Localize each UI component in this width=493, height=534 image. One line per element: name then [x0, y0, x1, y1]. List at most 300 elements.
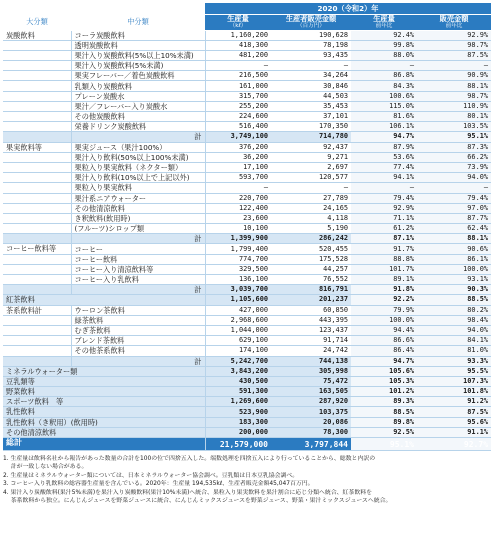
production-table [3, 3, 491, 451]
volume-cell: 1,160,200 [205, 30, 271, 40]
sales-yoy-cell: 88.1% [417, 234, 491, 244]
sales-cell: 78,300 [271, 427, 351, 437]
volume-yoy-cell: 92.5% [351, 427, 417, 437]
category-cell [3, 132, 71, 142]
sales-yoy-cell: 88.5% [417, 295, 491, 305]
volume-cell: 136,100 [205, 275, 271, 285]
sales-yoy-cell: 91.1% [417, 427, 491, 437]
category-cell [3, 193, 71, 203]
category-cell: その他清涼飲料 [3, 427, 205, 437]
sales-yoy-cell: 92.7% [417, 438, 491, 451]
sales-yoy-cell: 91.2% [417, 397, 491, 407]
subcategory-cell: 緑茶飲料 [71, 315, 205, 325]
single-row [3, 407, 491, 417]
sales-cell: 93,435 [271, 50, 351, 60]
sales-yoy-cell: 98.4% [417, 315, 491, 325]
sales-cell: 305,998 [271, 366, 351, 376]
sales-cell: 37,101 [271, 112, 351, 122]
sales-cell: 9,271 [271, 152, 351, 162]
volume-cell: 430,500 [205, 376, 271, 386]
category-cell [3, 152, 71, 162]
sales-yoy-cell: 101.8% [417, 387, 491, 397]
sales-yoy-cell: 100.0% [417, 264, 491, 274]
sales-yoy-cell: 90.6% [417, 244, 491, 254]
footnote-line: 2. 生産量はミネラルウォーター類については、日本ミネラルウォーター協会調べ。豆乳類は日本豆乳協会調べ。 [3, 472, 299, 479]
header-major-category: 大分類 [3, 14, 71, 30]
subtotal-row [3, 356, 491, 366]
sales-yoy-cell: 80.2% [417, 305, 491, 315]
table-row [3, 183, 491, 193]
sales-yoy-cell: 87.7% [417, 213, 491, 223]
table-row [3, 173, 491, 183]
sales-yoy-cell: — [417, 183, 491, 193]
sales-cell: 44,257 [271, 264, 351, 274]
category-cell: 野菜飲料 [3, 387, 205, 397]
volume-cell: 774,700 [205, 254, 271, 264]
subtotal-label: 計 [71, 234, 205, 244]
volume-yoy-cell: 77.4% [351, 162, 417, 172]
volume-cell: 174,100 [205, 346, 271, 356]
subcategory-cell: コーヒー飲料 [71, 254, 205, 264]
volume-yoy-cell: 94.7% [351, 356, 417, 366]
category-cell [3, 162, 71, 172]
sales-cell: 201,237 [271, 295, 351, 305]
subtotal-label: 計 [71, 132, 205, 142]
sales-yoy-cell: 94.0% [417, 325, 491, 335]
total-row [3, 438, 491, 451]
subcategory-cell: 果汁／フレーバー入り炭酸水 [71, 101, 205, 111]
table-row [3, 325, 491, 335]
volume-cell: 10,100 [205, 224, 271, 234]
category-cell [3, 203, 71, 213]
volume-cell: — [205, 183, 271, 193]
category-cell: 乳性飲料（き釈用）(飲用時) [3, 417, 205, 427]
subcategory-cell: 栄養ドリンク炭酸飲料 [71, 122, 205, 132]
table-row [3, 224, 491, 234]
volume-cell: 315,700 [205, 91, 271, 101]
table-row [3, 122, 491, 132]
table-row [3, 315, 491, 325]
sales-yoy-cell: 87.3% [417, 142, 491, 152]
volume-yoy-cell: 94.1% [351, 173, 417, 183]
sales-cell: 123,437 [271, 325, 351, 335]
sales-yoy-cell: 95.1% [417, 132, 491, 142]
volume-yoy-cell: 87.9% [351, 142, 417, 152]
sales-cell: — [271, 183, 351, 193]
subcategory-cell: 果実ジュース（果汁100%） [71, 142, 205, 152]
volume-cell: 329,500 [205, 264, 271, 274]
sales-cell: 91,714 [271, 336, 351, 346]
header-volume-yoy-label: 生産量 [373, 14, 395, 24]
sales-cell: 816,791 [271, 285, 351, 295]
table-row [3, 91, 491, 101]
table-row [3, 30, 491, 40]
subcategory-cell: 乳類入り炭酸飲料 [71, 81, 205, 91]
sales-yoy-cell: 81.0% [417, 346, 491, 356]
category-cell [3, 112, 71, 122]
category-cell [3, 315, 71, 325]
category-cell [3, 50, 71, 60]
sales-yoy-cell: 94.0% [417, 173, 491, 183]
volume-cell: — [205, 61, 271, 71]
header-sales-yoy-label: 販売金額 [439, 14, 469, 24]
subtotal-label: 計 [71, 356, 205, 366]
category-cell [3, 213, 71, 223]
sales-yoy-cell: 79.4% [417, 193, 491, 203]
volume-yoy-cell: 61.2% [351, 224, 417, 234]
volume-yoy-cell: 86.6% [351, 336, 417, 346]
subtotal-label: 計 [71, 285, 205, 295]
subcategory-cell: コーラ炭酸飲料 [71, 30, 205, 40]
sales-yoy-cell: 98.7% [417, 40, 491, 50]
sales-yoy-cell: 107.3% [417, 376, 491, 386]
sales-yoy-cell: 103.5% [417, 122, 491, 132]
category-cell [3, 91, 71, 101]
volume-yoy-cell: 100.0% [351, 315, 417, 325]
volume-cell: 481,200 [205, 50, 271, 60]
table-row [3, 213, 491, 223]
category-cell: 豆乳類等 [3, 376, 205, 386]
volume-yoy-cell: 87.1% [351, 234, 417, 244]
volume-yoy-cell: 88.8% [351, 254, 417, 264]
volume-yoy-cell: 101.2% [351, 387, 417, 397]
volume-cell: 418,300 [205, 40, 271, 50]
volume-yoy-cell: 81.6% [351, 112, 417, 122]
header-spacer-major [3, 3, 71, 14]
sales-cell: 24,165 [271, 203, 351, 213]
category-cell: スポーツ飲料 等 [3, 397, 205, 407]
category-cell [3, 264, 71, 274]
subcategory-cell: 果汁入り炭酸飲料(5%未満) [71, 61, 205, 71]
volume-cell: 161,000 [205, 81, 271, 91]
subcategory-cell: コーヒー入り乳飲料 [71, 275, 205, 285]
subtotal-row [3, 132, 491, 142]
volume-yoy-cell: 99.8% [351, 40, 417, 50]
footnote-line: 1. 生産量は飲料名社から報告があった数量の合計を100の位で四捨五入した。端数処理を四捨五入により行っていることから、総数と内訳の [3, 456, 376, 462]
single-row [3, 397, 491, 407]
volume-yoy-cell: — [351, 183, 417, 193]
subcategory-cell: コーヒー入り清涼飲料等 [71, 264, 205, 274]
table-row [3, 40, 491, 50]
table-body [3, 30, 491, 451]
sales-cell: 287,920 [271, 397, 351, 407]
volume-cell: 200,000 [205, 427, 271, 437]
sales-yoy-cell: 93.1% [417, 275, 491, 285]
subcategory-cell: その他茶系飲料 [71, 346, 205, 356]
volume-yoy-cell: 89.3% [351, 397, 417, 407]
table-row [3, 275, 491, 285]
subtotal-row [3, 234, 491, 244]
subcategory-cell: 果粒入り果実飲料 [71, 183, 205, 193]
sales-cell: 24,742 [271, 346, 351, 356]
sales-cell: 76,552 [271, 275, 351, 285]
footnote-line: 4. 果汁入り炭酸飲料(果汁5%未満)を果汁入り炭酸飲料(果汁10%未満)へ統合、果粒入り果実飲料を果汁割合に応じ分類へ統合、紅茶飲料を [3, 489, 372, 496]
subcategory-cell: むぎ茶飲料 [71, 325, 205, 335]
sales-yoy-cell: 87.5% [417, 50, 491, 60]
table-header [3, 3, 491, 30]
sales-cell: 35,453 [271, 101, 351, 111]
sales-cell: 5,190 [271, 224, 351, 234]
volume-yoy-cell: 86.4% [351, 346, 417, 356]
single-row [3, 366, 491, 376]
sales-yoy-cell: 90.3% [417, 285, 491, 295]
subcategory-cell: コーヒー [71, 244, 205, 254]
table-row [3, 162, 491, 172]
sales-cell: 34,264 [271, 71, 351, 81]
sales-yoy-cell: 87.5% [417, 407, 491, 417]
table-row [3, 305, 491, 315]
volume-yoy-cell: 89.8% [351, 417, 417, 427]
category-cell [3, 173, 71, 183]
sales-yoy-cell: 110.9% [417, 101, 491, 111]
subcategory-cell: その他炭酸飲料 [71, 112, 205, 122]
sales-cell: 170,350 [271, 122, 351, 132]
table-row [3, 71, 491, 81]
sales-yoy-cell: 86.1% [417, 254, 491, 264]
sales-cell: — [271, 61, 351, 71]
volume-cell: 17,100 [205, 162, 271, 172]
category-cell [3, 356, 71, 366]
sales-cell: 3,797,844 [271, 438, 351, 451]
sales-cell: 744,138 [271, 356, 351, 366]
table-row [3, 203, 491, 213]
sales-cell: 175,528 [271, 254, 351, 264]
volume-yoy-cell: 86.8% [351, 71, 417, 81]
volume-cell: 3,039,700 [205, 285, 271, 295]
subcategory-cell: プレーン炭酸水 [71, 91, 205, 101]
category-cell [3, 234, 71, 244]
volume-cell: 183,300 [205, 417, 271, 427]
table-row [3, 50, 491, 60]
table-row [3, 112, 491, 122]
sales-cell: 4,118 [271, 213, 351, 223]
category-cell: 総計 [3, 438, 205, 451]
header-volume [205, 14, 271, 30]
table-row [3, 336, 491, 346]
category-cell: 茶系飲料計 [3, 305, 71, 315]
single-row [3, 417, 491, 427]
volume-cell: 23,600 [205, 213, 271, 223]
volume-cell: 1,105,600 [205, 295, 271, 305]
category-cell: 炭酸飲料 [3, 30, 71, 40]
volume-cell: 224,600 [205, 112, 271, 122]
volume-cell: 122,400 [205, 203, 271, 213]
subcategory-cell: 果汁入り飲料(50%以上100%未満) [71, 152, 205, 162]
category-cell [3, 336, 71, 346]
table-row [3, 254, 491, 264]
volume-cell: 516,400 [205, 122, 271, 132]
category-cell [3, 275, 71, 285]
category-cell [3, 122, 71, 132]
sales-yoy-cell: 84.1% [417, 336, 491, 346]
volume-yoy-cell: 79.4% [351, 193, 417, 203]
table-row [3, 193, 491, 203]
sales-cell: 60,850 [271, 305, 351, 315]
category-cell [3, 40, 71, 50]
volume-yoy-cell: 92.2% [351, 295, 417, 305]
table-row [3, 101, 491, 111]
volume-cell: 220,700 [205, 193, 271, 203]
header-sales-unit: （百万円） [297, 22, 325, 29]
volume-cell: 255,200 [205, 101, 271, 111]
volume-cell: 2,968,600 [205, 315, 271, 325]
volume-yoy-cell: 89.1% [351, 275, 417, 285]
volume-cell: 5,242,700 [205, 356, 271, 366]
header-minor-category: 中分類 [71, 14, 205, 30]
single-row [3, 376, 491, 386]
volume-cell: 376,200 [205, 142, 271, 152]
footnote-line: 茶系飲料から独立。にんじんジュースを野菜ジュースに統合、にんじんミックスジュースを野菜ジュース、野菜・果汁ミックスジュースへ統合。 [3, 498, 392, 505]
volume-yoy-cell: 79.9% [351, 305, 417, 315]
volume-cell: 593,700 [205, 173, 271, 183]
volume-yoy-cell: 53.6% [351, 152, 417, 162]
subcategory-cell: 果汁入り飲料(10%以上で上記以外) [71, 173, 205, 183]
category-cell: 果実飲料等 [3, 142, 71, 152]
sales-yoy-cell: 90.9% [417, 71, 491, 81]
volume-cell: 591,300 [205, 387, 271, 397]
sales-cell: 92,437 [271, 142, 351, 152]
footnote-line: 計が一致しない場合がある。 [3, 464, 88, 471]
category-cell [3, 183, 71, 193]
subcategory-cell: ウーロン茶飲料 [71, 305, 205, 315]
table-row [3, 142, 491, 152]
volume-yoy-cell: 92.4% [351, 30, 417, 40]
single-row [3, 387, 491, 397]
sales-cell: 120,577 [271, 173, 351, 183]
volume-yoy-cell: 105.6% [351, 366, 417, 376]
sales-yoy-cell: 93.3% [417, 356, 491, 366]
category-cell: 乳性飲料 [3, 407, 205, 417]
volume-yoy-cell: 88.0% [351, 50, 417, 60]
volume-yoy-cell: 94.4% [351, 325, 417, 335]
volume-yoy-cell: 100.6% [351, 91, 417, 101]
volume-yoy-cell: 84.3% [351, 81, 417, 91]
volume-yoy-cell: 91.8% [351, 285, 417, 295]
sales-yoy-cell: 73.9% [417, 162, 491, 172]
sales-cell: 520,455 [271, 244, 351, 254]
sales-yoy-cell: 95.6% [417, 417, 491, 427]
volume-cell: 1,269,600 [205, 397, 271, 407]
volume-yoy-cell: 95.1% [351, 438, 417, 451]
sales-cell: 27,789 [271, 193, 351, 203]
header-year: 2020（令和2）年 [205, 3, 491, 14]
table-row [3, 81, 491, 91]
header-sales [271, 14, 351, 30]
table-row [3, 61, 491, 71]
volume-cell: 1,799,400 [205, 244, 271, 254]
header-sales-yoy [417, 14, 491, 30]
sales-yoy-cell: 80.1% [417, 112, 491, 122]
sales-cell: 714,780 [271, 132, 351, 142]
volume-yoy-cell: 92.9% [351, 203, 417, 213]
sales-yoy-cell: 62.4% [417, 224, 491, 234]
sales-cell: 30,846 [271, 81, 351, 91]
sales-yoy-cell: 98.7% [417, 91, 491, 101]
sales-cell: 2,697 [271, 162, 351, 172]
volume-yoy-cell: 105.3% [351, 376, 417, 386]
volume-cell: 523,900 [205, 407, 271, 417]
sales-yoy-cell: 66.2% [417, 152, 491, 162]
volume-cell: 427,000 [205, 305, 271, 315]
category-cell [3, 325, 71, 335]
volume-cell: 3,843,200 [205, 366, 271, 376]
category-cell: コーヒー飲料等 [3, 244, 71, 254]
single-row [3, 427, 491, 437]
sales-cell: 20,086 [271, 417, 351, 427]
footnote-line: 3. コーヒー入り乳飲料の総容器生産量を含んでいる。2020年：生産量 194,535kℓ、生産者販売金額45,047百万円。 [3, 481, 314, 488]
single-row [3, 295, 491, 305]
subcategory-cell: き釈飲料(飲用時) [71, 213, 205, 223]
sales-cell: 163,505 [271, 387, 351, 397]
subcategory-cell: 果実フレーバー／着色炭酸飲料 [71, 71, 205, 81]
sales-cell: 190,628 [271, 30, 351, 40]
header-volume-yoy-sub: 前年比 [375, 22, 393, 29]
volume-cell: 1,044,000 [205, 325, 271, 335]
volume-yoy-cell: 91.7% [351, 244, 417, 254]
subcategory-cell: 果粒入り果実飲料（ネクター類） [71, 162, 205, 172]
volume-cell: 21,579,000 [205, 438, 271, 451]
category-cell: ミネラルウォーター類 [3, 366, 205, 376]
subcategory-cell: (フルーツ)シロップ類 [71, 224, 205, 234]
category-cell [3, 61, 71, 71]
table-row [3, 152, 491, 162]
volume-yoy-cell: 101.7% [351, 264, 417, 274]
volume-yoy-cell: 88.5% [351, 407, 417, 417]
category-cell [3, 224, 71, 234]
table-row [3, 244, 491, 254]
header-volume-yoy [351, 14, 417, 30]
table-row [3, 264, 491, 274]
subcategory-cell: 透明炭酸飲料 [71, 40, 205, 50]
sales-yoy-cell: 92.9% [417, 30, 491, 40]
volume-yoy-cell: 94.7% [351, 132, 417, 142]
sales-cell: 44,503 [271, 91, 351, 101]
volume-yoy-cell: 71.1% [351, 213, 417, 223]
subcategory-cell: その他清涼飲料 [71, 203, 205, 213]
table-row [3, 346, 491, 356]
volume-yoy-cell: — [351, 61, 417, 71]
subtotal-row [3, 285, 491, 295]
subcategory-cell: 果汁入り炭酸飲料(5%以上10%未満) [71, 50, 205, 60]
volume-cell: 36,200 [205, 152, 271, 162]
category-cell [3, 254, 71, 264]
volume-cell: 629,100 [205, 336, 271, 346]
category-cell [3, 81, 71, 91]
volume-cell: 3,749,100 [205, 132, 271, 142]
category-cell [3, 346, 71, 356]
category-cell [3, 71, 71, 81]
subcategory-cell: 果汁系ニアウォーター [71, 193, 205, 203]
sales-yoy-cell: 95.5% [417, 366, 491, 376]
volume-cell: 216,500 [205, 71, 271, 81]
sales-cell: 75,472 [271, 376, 351, 386]
sales-cell: 286,242 [271, 234, 351, 244]
sales-yoy-cell: 97.0% [417, 203, 491, 213]
category-cell [3, 285, 71, 295]
header-volume-unit: （kℓ） [229, 22, 247, 29]
subcategory-cell: ブレンド茶飲料 [71, 336, 205, 346]
category-cell: 紅茶飲料 [3, 295, 205, 305]
header-volume-label: 生産量 [227, 14, 249, 24]
header-sales-yoy-sub: 前年比 [445, 22, 463, 29]
header-spacer-minor [71, 3, 205, 14]
beverage-statistics-document [3, 3, 491, 505]
sales-cell: 78,198 [271, 40, 351, 50]
category-cell [3, 101, 71, 111]
sales-yoy-cell: — [417, 61, 491, 71]
footnotes [3, 455, 491, 505]
volume-cell: 1,399,900 [205, 234, 271, 244]
